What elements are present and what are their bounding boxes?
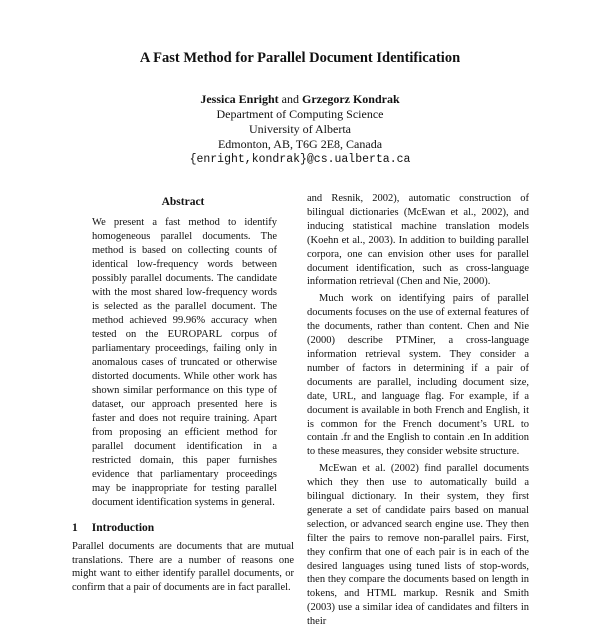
left-column (72, 196, 294, 594)
body-paragraph-3: McEwan et al. (2002) find parallel documents which they then use to automatically build a bilingual dictionary. In their system, they first generate a set of candidate pairs based on manual selection, or advanced search engine use. They then filter the pairs to remove non-parallel pairs. First, they confirm that one of each pair is in each of the desired languages using tuned lists of stop-words, then they compare the documents based on length in tokens, and HTML markup. Resnik and Smith (2003) use a similar idea of candidates and filters in their (307, 463, 529, 628)
author-conjunction: and (281, 92, 299, 106)
right-column (307, 192, 529, 629)
author-block (0, 92, 600, 167)
author-1: Jessica Enright (200, 92, 279, 106)
body-paragraph-1: and Resnik, 2002), automatic construction of bilingual dictionaries (McEwan et al., 2002), and inducing statistical machine translation models (Koehn et al., 2003). In addition to building parallel corpora, one can envision other uses for parallel document identification, such as cross-language information retrieval (Chen and Nie, 2000). (307, 193, 529, 288)
introduction-paragraph: Parallel documents are documents that are mutual translations. There are a number of reasons one might want to either identify parallel documents, or confirm that a pair of documents are in fact parallel. (72, 541, 294, 593)
affiliation-address: Edmonton, AB, T6G 2E8, Canada (217, 137, 383, 151)
paper-title: A Fast Method for Parallel Document Identification (139, 50, 461, 66)
affiliation-department: Department of Computing Science (216, 107, 384, 121)
abstract-heading: Abstract (161, 196, 205, 208)
author-names (0, 92, 600, 107)
body-paragraph-2: Much work on identifying pairs of parallel documents focuses on the use of external features of the documents, rather than content. Chen and Nie (2000) describe PTMiner, a cross-language information retrieval system. They consider a number of factors in determining if a pair of documents are parallel, including document size, date, URL, and language flag. For example, if a document is available in both French and English, it is common for the French document’s URL to contain .fr and the English to contain .en In addition to these measures, they consider website structure. (307, 293, 529, 458)
abstract-text: We present a fast method to identify homogeneous parallel documents. The method is based on collecting counts of identical low-frequency words between possibly parallel documents. The candidate with the most shared low-frequency words is selected as the parallel document. The method achieved 99.96% accuracy when tested on the EUROPARL corpus of parliamentary proceedings, failing only in anomalous cases of truncated or otherwise distorted documents. While other work has shown similar performance on this type of dataset, our approach presented here is faster and does not require training. Apart from proposing an efficient method for parallel document identification in a restricted domain, this paper furnishes evidence that parliamentary proceedings may be inappropriate for testing parallel document identification systems in general. (92, 217, 277, 508)
affiliation-university: University of Alberta (249, 122, 351, 136)
section-heading-introduction (72, 522, 294, 534)
section-number: 1 (72, 522, 78, 534)
author-email: {enright,kondrak}@cs.ualberta.ca (189, 153, 411, 166)
author-2: Grzegorz Kondrak (302, 92, 400, 106)
section-title: Introduction (91, 522, 155, 534)
